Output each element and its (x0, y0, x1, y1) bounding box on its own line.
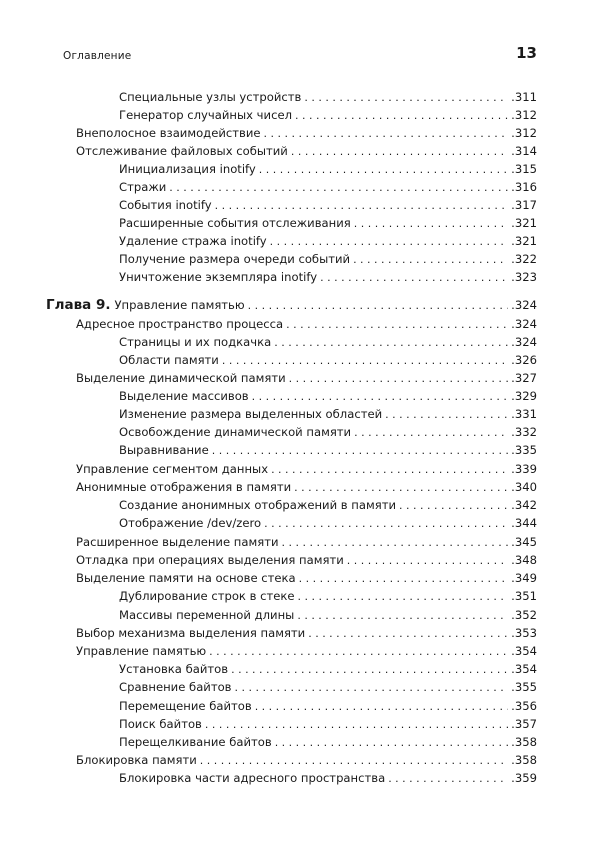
toc-entry-page: .354 (511, 644, 537, 658)
dot-leader (289, 370, 509, 387)
toc-entry-title: Создание анонимных отображений в памяти (119, 498, 397, 512)
toc-entry (76, 569, 537, 587)
toc-chapter-entry (46, 296, 537, 314)
toc-entry-title: Массивы переменной длины (119, 608, 295, 622)
toc-entry-title: События inotify (119, 198, 212, 212)
dot-leader (295, 107, 508, 124)
toc-entry (76, 751, 537, 769)
toc-entry-title: Генератор случайных чисел (119, 108, 292, 122)
dot-leader (320, 269, 508, 286)
dot-leader (388, 770, 508, 787)
dot-leader (209, 643, 508, 660)
toc-entry-page: .356 (511, 699, 537, 713)
toc-entry (119, 232, 537, 250)
toc-entry-page: .324 (511, 298, 537, 312)
toc-entry-title: Выравнивание (119, 443, 209, 457)
running-header-title: Оглавление (63, 50, 132, 62)
toc-entry (119, 333, 537, 351)
dot-leader (169, 179, 508, 196)
toc-entry-page: .353 (511, 626, 537, 640)
toc-entry (119, 769, 537, 787)
toc-entry (76, 533, 537, 551)
toc-entry-title: Уничтожение экземпляра inotify (119, 270, 318, 284)
toc-entry-page: .339 (511, 462, 537, 476)
toc-entry (119, 106, 537, 124)
toc-entry-page: .312 (511, 108, 537, 122)
toc-entry (76, 142, 537, 160)
toc-entry-page: .335 (511, 443, 537, 457)
toc-entry-page: .314 (511, 144, 537, 158)
toc-entry (119, 178, 537, 196)
toc-entry-title: Внеполосное взаимодействие (76, 126, 261, 140)
toc-entry (119, 606, 537, 624)
toc-entry (119, 196, 537, 214)
toc-entry-page: .326 (511, 353, 537, 367)
toc-entry-title: Отслеживание файловых событий (76, 144, 288, 158)
dot-leader (270, 233, 509, 250)
toc-entry (119, 715, 537, 733)
toc-entry-page: .324 (511, 317, 537, 331)
dot-leader (304, 89, 508, 106)
toc-entry-page: .351 (511, 589, 537, 603)
toc-entry-page: .327 (511, 371, 537, 385)
toc-entry (119, 250, 537, 268)
dot-leader (286, 316, 508, 333)
dot-leader (255, 698, 508, 715)
toc-entry-page: .345 (511, 535, 537, 549)
toc-entry (119, 214, 537, 232)
toc-entry (76, 124, 537, 142)
toc-entry-page: .332 (511, 425, 537, 439)
toc-entry-page: .348 (511, 553, 537, 567)
toc-entry-page: .316 (511, 180, 537, 194)
toc-entry-page: .344 (511, 516, 537, 530)
toc-entry (119, 405, 537, 423)
toc-entry (119, 441, 537, 459)
toc-entry-title: Дублирование строк в стеке (119, 589, 295, 603)
toc-entry-page: .355 (511, 680, 537, 694)
toc-entry (76, 478, 537, 496)
toc-entry (76, 624, 537, 642)
toc-entry-page: .324 (511, 335, 537, 349)
dot-leader (291, 143, 508, 160)
dot-leader (259, 161, 508, 178)
dot-leader (264, 515, 508, 532)
toc-entry (119, 697, 537, 715)
dot-leader (347, 552, 508, 569)
toc-entry-title: Получение размера очереди событий (119, 252, 351, 266)
dot-leader (205, 716, 508, 733)
toc-entry-title: Управление памятью (76, 644, 207, 658)
dot-leader (248, 297, 509, 314)
toc-entry-page: .317 (511, 198, 537, 212)
chapter-label: Глава 9. (46, 297, 111, 313)
toc-entry (119, 351, 537, 369)
toc-entry-page: .357 (511, 717, 537, 731)
toc-chapter-title (46, 296, 245, 314)
toc-entry-title: Выделение динамической памяти (76, 371, 286, 385)
toc-entry-title: Удаление стража inotify (119, 234, 267, 248)
toc-entry-title: Освобождение динамической памяти (119, 425, 352, 439)
toc-entry-title: Анонимные отображения в памяти (76, 480, 292, 494)
dot-leader (354, 424, 508, 441)
toc-entry-title: Адресное пространство процесса (76, 317, 284, 331)
dot-leader (252, 388, 509, 405)
toc-entry-title: Выделение памяти на основе стека (76, 571, 296, 585)
dot-leader (385, 406, 508, 423)
toc-entry (119, 496, 537, 514)
toc-entry-title: Отображение /dev/zero (119, 516, 262, 530)
toc-entry-page: .359 (511, 771, 537, 785)
toc-entry-page: .329 (511, 389, 537, 403)
dot-leader (399, 497, 508, 514)
dot-leader (271, 461, 508, 478)
toc-entry (76, 551, 537, 569)
page-number: 13 (516, 44, 537, 62)
toc-entry-title: Страницы и их подкачка (119, 335, 272, 349)
toc-entry-title: Выделение массивов (119, 389, 249, 403)
toc-entry-page: .352 (511, 608, 537, 622)
toc-entry (76, 460, 537, 478)
toc-entry-page: .312 (511, 126, 537, 140)
toc-entry (119, 423, 537, 441)
dot-leader (299, 570, 509, 587)
toc-entry-title: Специальные узлы устройств (119, 90, 302, 104)
toc-entry-title: Поиск байтов (119, 717, 202, 731)
toc-entry (119, 88, 537, 106)
toc-entry-page: .311 (511, 90, 537, 104)
toc-entry-page: .354 (511, 662, 537, 676)
dot-leader (308, 625, 508, 642)
page-header (0, 0, 600, 80)
toc-entry (119, 387, 537, 405)
toc-entry (76, 642, 537, 660)
dot-leader (212, 442, 508, 459)
toc-entry-page: .358 (511, 735, 537, 749)
dot-leader (215, 197, 509, 214)
dot-leader (231, 661, 508, 678)
toc-entry-title: Расширенное выделение памяти (76, 535, 279, 549)
toc-entry-page: .342 (511, 498, 537, 512)
toc-entry-title: Выбор механизма выделения памяти (76, 626, 306, 640)
dot-leader (200, 752, 508, 769)
dot-leader (294, 479, 508, 496)
toc-entry (119, 733, 537, 751)
toc-entry-page: .358 (511, 753, 537, 767)
dot-leader (297, 607, 508, 624)
toc-entry-title: Расширенные события отслеживания (119, 216, 351, 230)
dot-leader (275, 734, 508, 751)
dot-leader (354, 215, 508, 232)
toc-entry (76, 369, 537, 387)
toc-entry (119, 587, 537, 605)
toc-entry-title: Сравнение байтов (119, 680, 232, 694)
toc-entry-title: Управление памятью (114, 298, 245, 312)
toc-entry (119, 160, 537, 178)
toc-entry (76, 315, 537, 333)
toc-entry (119, 268, 537, 286)
toc-entry-title: Перемещение байтов (119, 699, 252, 713)
toc-entry-page: .321 (511, 234, 537, 248)
dot-leader (298, 588, 509, 605)
toc-entry-page: .321 (511, 216, 537, 230)
dot-leader (222, 352, 508, 369)
dot-leader (235, 679, 509, 696)
toc-entry-title: Блокировка памяти (76, 753, 197, 767)
toc-entry-page: .323 (511, 270, 537, 284)
toc-entry-title: Области памяти (119, 353, 219, 367)
toc-entry-title: Изменение размера выделенных областей (119, 407, 383, 421)
toc-entry-title: Инициализация inotify (119, 162, 256, 176)
toc-entry-title: Установка байтов (119, 662, 229, 676)
dot-leader (264, 125, 509, 142)
toc-entry (119, 678, 537, 696)
toc-entry-title: Отладка при операциях выделения памяти (76, 553, 344, 567)
toc-entry-title: Стражи (119, 180, 167, 194)
toc-entry-page: .340 (511, 480, 537, 494)
dot-leader (274, 334, 508, 351)
toc-entry (119, 660, 537, 678)
dot-leader (353, 251, 508, 268)
toc-entry-page: .315 (511, 162, 537, 176)
dot-leader (281, 534, 508, 551)
toc-entry-title: Блокировка части адресного пространства (119, 771, 386, 785)
toc-entry-title: Управление сегментом данных (76, 462, 269, 476)
toc-entry-page: .331 (511, 407, 537, 421)
toc-entry-page: .349 (511, 571, 537, 585)
toc-entry-page: .322 (511, 252, 537, 266)
toc-entry-title: Перещелкивание байтов (119, 735, 272, 749)
toc-entry (119, 514, 537, 532)
